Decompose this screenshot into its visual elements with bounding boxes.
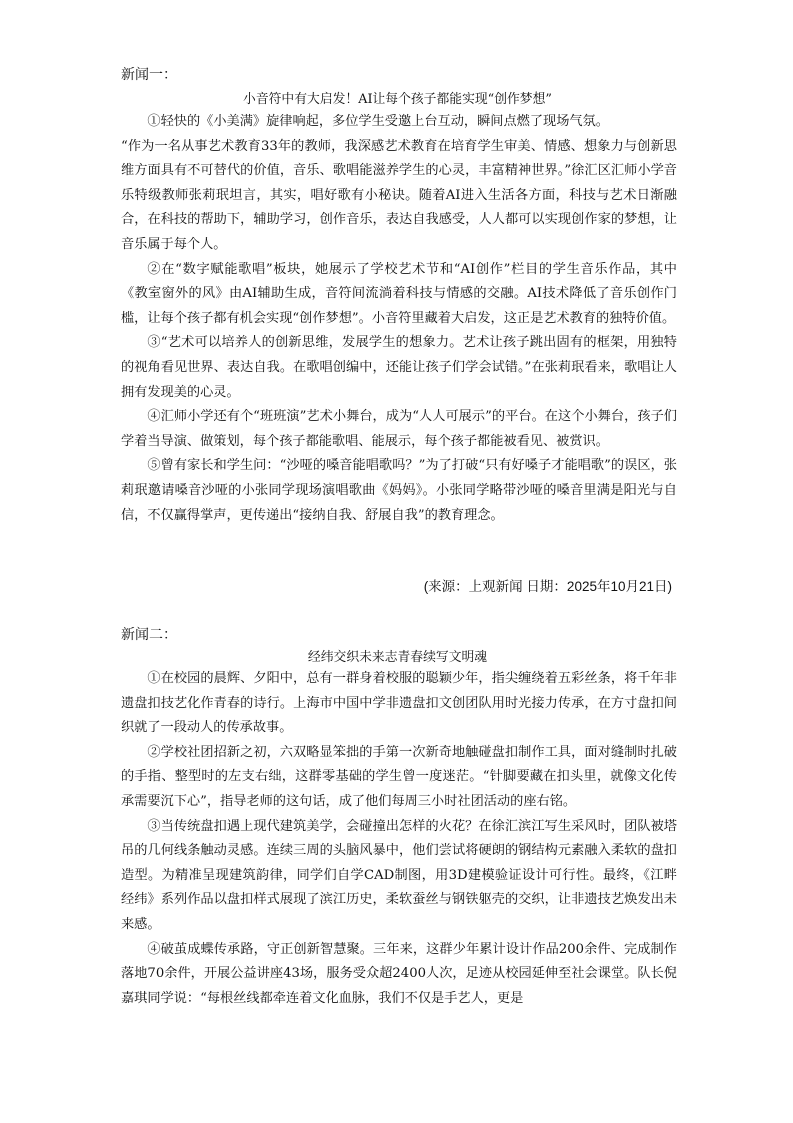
news2-body [121,667,677,1011]
news1-label: 新闻一： [121,66,177,82]
news2-paragraph-3: ③当传统盘扣遇上现代建筑美学，会碰撞出怎样的火花？在徐汇滨江写生采风时，团队被塔吊的几何线条触动灵感。连续三周的头脑风暴中，他们尝试将硬朗的钢结构元素融入柔软的盘扣造型。为精准呈现建筑韵律，同学们自学CAD制图，用3D建模验证设计可行性。最终，《江畔经纬》系列作品以盘扣样式展现了滨江历史，柔软蚕丝与钢铁躯壳的交织，让非遗技艺焕发出未来感。 [121,818,677,932]
news2-paragraph-1: ①在校园的晨辉、夕阳中，总有一群身着校服的聪颖少年，指尖缠绕着五彩丝条，将千年非遗盘扣技艺化作青春的诗行。上海市中国中学非遗盘扣文创团队用时光接力传承，在方寸盘扣间织就了一段动人的传承故事。 [121,671,677,736]
news1-paragraph-3: ②在“数字赋能歌唱”板块，她展示了学校艺术节和“AI创作”栏目的学生音乐作品，其中《教室窗外的风》由AI辅助生成，音符间流淌着科技与情感的交融。AI技术降低了音乐创作门槛，让每个孩子都有机会实现“创作梦想”。小音符里藏着大启发，这正是艺术教育的独特价值。 [121,261,677,326]
news2-label: 新闻二： [121,626,177,642]
news1-paragraph-1: ①轻快的《小美满》旋律响起，多位学生受邀上台互动，瞬间点燃了现场气氛。 [147,114,609,129]
news2-paragraph-2: ②学校社团招新之初，六双略显笨拙的手第一次新奇地触碰盘扣制作工具，面对缝制时扎破的手指、整型时的左支右绌，这群零基础的学生曾一度迷茫。“针脚要藏在扣头里，就像文化传承需要沉下心”，指导老师的这句话，成了他们每周三小时社团活动的座右铭。 [121,744,677,809]
news1-title: 小音符中有大启发！AI让每个孩子都能实现“创作梦想” [243,92,552,107]
news1-paragraph-6: ⑤曾有家长和学生问：“沙哑的嗓音能唱歌吗？”为了打破“只有好嗓子才能唱歌”的误区，张莉珉邀请嗓音沙哑的小张同学现场演唱歌曲《妈妈》。小张同学略带沙哑的嗓音里满是阳光与自信，不仅赢得掌声，更传递出“接纳自我、舒展自我”的教育理念。 [121,458,677,523]
news1-paragraph-2: “作为一名从事艺术教育33年的教师，我深感艺术教育在培育学生审美、情感、想象力与创新思维方面具有不可替代的价值，音乐、歌唱能滋养学生的心灵，丰富精神世界。”徐汇区汇师小学音乐特级教师张莉珉坦言，其实，唱好歌有小秘诀。随着AI进入生活各方面，科技与艺术日渐融合，在科技的帮助下，辅助学习，创作音乐，表达自我感受，人人都可以实现创作家的梦想，让音乐属于每个人。 [121,138,677,252]
news2-title: 经纬交织未来志青春续写文明魂 [307,650,488,665]
news1-source: (来源：上观新闻 日期：2025年10月21日) [423,579,672,594]
news2-paragraph-4: ④破茧成蝶传承路，守正创新智慧聚。三年来，这群少年累计设计作品200余件、完成制作落地70余件，开展公益讲座43场，服务受众超2400人次，足迹从校园延伸至社会课堂。队长倪嘉琪同学说：“每根丝线都牵连着文化血脉，我们不仅是手艺人，更是 [121,941,677,1006]
news1-paragraph-5: ④汇师小学还有个“班班演”艺术小舞台，成为“人人可展示”的平台。在这个小舞台，孩子们学着当导演、做策划，每个孩子都能歌唱、能展示，每个孩子都能被看见、被赏识。 [121,409,677,449]
news1-paragraph-4: ③“艺术可以培养人的创新思维，发展学生的想象力。艺术让孩子跳出固有的框架，用独特的视角看见世界、表达自我。在歌唱创编中，还能让孩子们学会试错。”在张莉珉看来，歌唱让人拥有发现美的心灵。 [121,335,677,400]
news1-body [121,110,677,528]
